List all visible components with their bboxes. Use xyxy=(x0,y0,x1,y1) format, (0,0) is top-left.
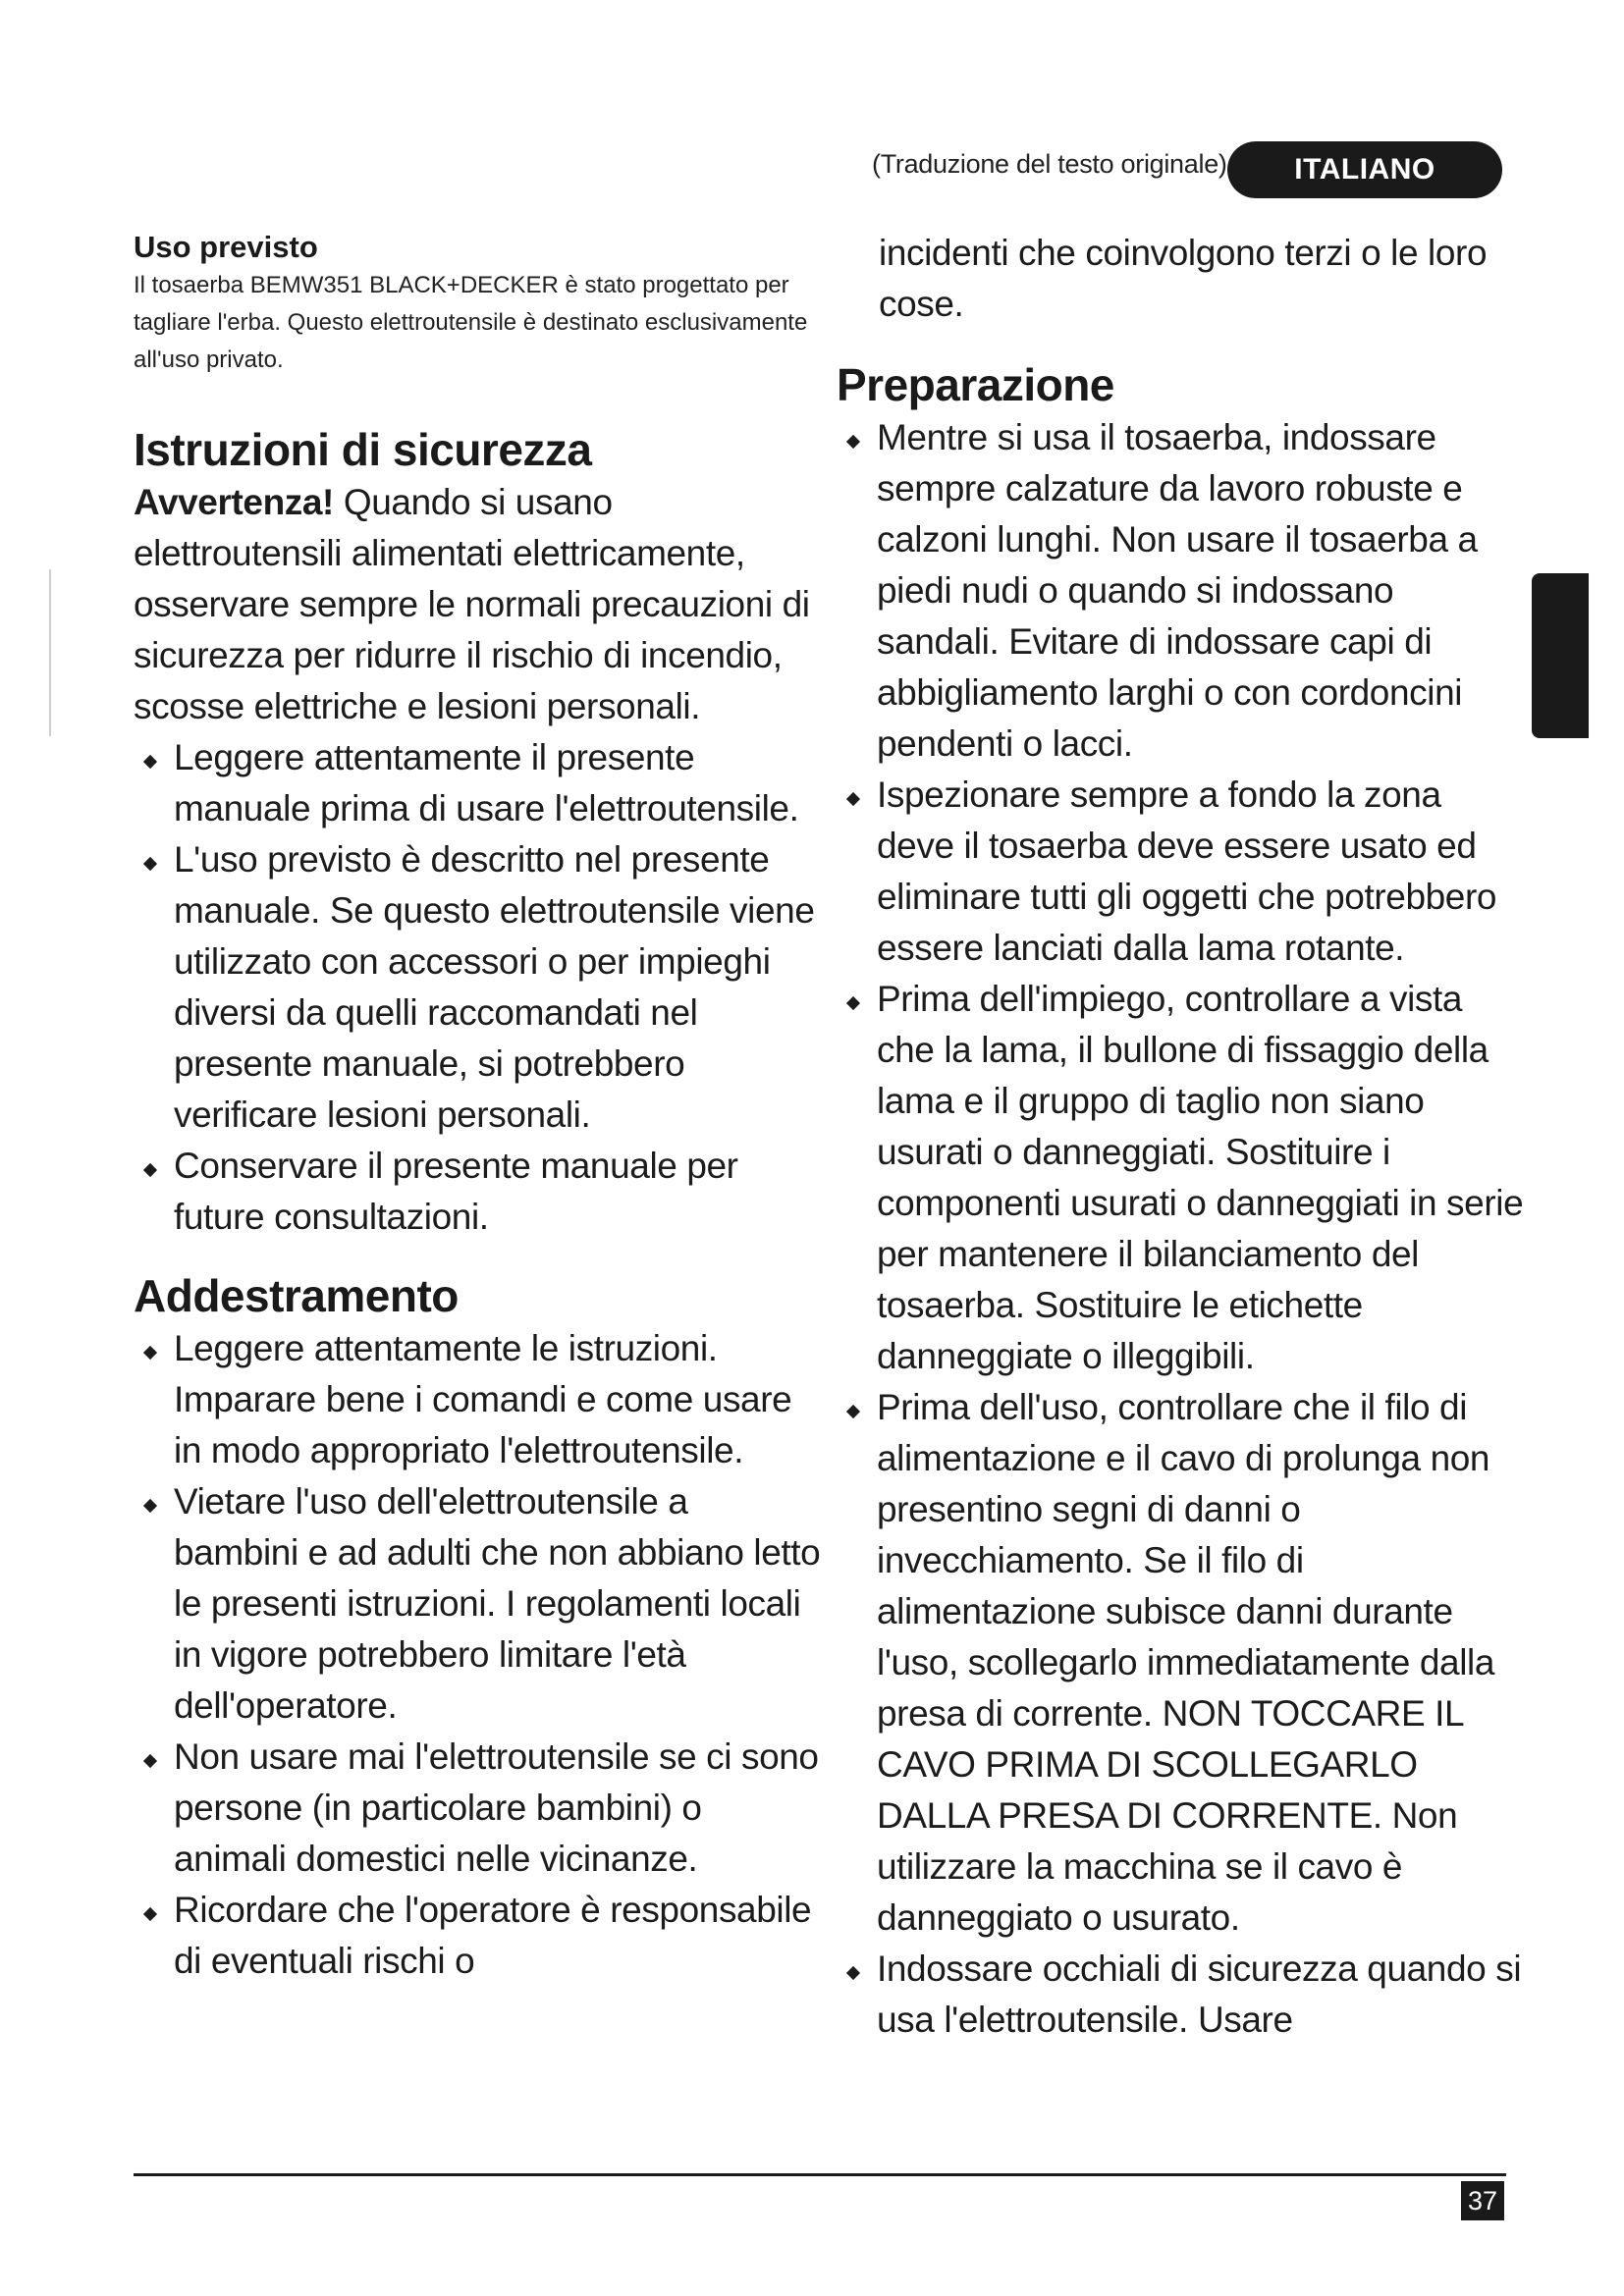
list-item: Prima dell'impiego, controllare a vista che la lama, il bullone di fissaggio della lama e il gruppo di taglio non siano usurati o danneggiati. Sostituire i componenti usurati o danneggiati in serie per mantenere il bilanciamento del tosaerba. Sostituire le etichette danneggiate o illeggibili. xyxy=(837,974,1524,1382)
warning-text: Quando si usano elettroutensili alimentati elettricamente, osservare sempre le normali precauzioni di sicurezza per ridurre il rischio di incendio, scosse elettriche e lesioni personali. xyxy=(134,482,810,726)
list-item: Conservare il presente manuale per future consultazioni. xyxy=(134,1141,821,1243)
diamond-bullet-icon xyxy=(143,1754,157,1768)
list-item: Ricordare che l'operatore è responsabile di eventuali rischi o xyxy=(134,1885,821,1987)
safety-warning xyxy=(134,477,821,732)
list-item: L'uso previsto è descritto nel presente manuale. Se questo elettroutensile viene utilizzato con accessori o per impieghi diversi da quelli raccomandati nel presente manuale, si potrebbero verificare lesioni personali. xyxy=(134,834,821,1141)
margin-mark xyxy=(49,569,51,736)
right-column xyxy=(837,228,1524,2046)
diamond-bullet-icon xyxy=(143,857,157,871)
diamond-bullet-icon xyxy=(143,1163,157,1177)
language-badge: ITALIANO xyxy=(1227,141,1502,198)
language-side-tab xyxy=(1532,573,1589,738)
diamond-bullet-icon xyxy=(846,996,860,1010)
training-heading: Addestramento xyxy=(134,1270,459,1321)
safety-list xyxy=(134,732,821,1243)
list-item: Vietare l'uso dell'elettroutensile a bambini e ad adulti che non abbiano letto le presenti istruzioni. I regolamenti locali in vigore potrebbero limitare l'età dell'operatore. xyxy=(134,1476,821,1732)
diamond-bullet-icon xyxy=(143,1499,157,1513)
diamond-bullet-icon xyxy=(846,1966,860,1980)
preparation-list xyxy=(837,412,1524,2046)
list-item: Leggere attentamente le istruzioni. Imparare bene i comandi e come usare in modo appropriato l'elettroutensile. xyxy=(134,1323,821,1476)
footer-divider xyxy=(134,2173,1506,2176)
intended-use-text: Il tosaerba BEMW351 BLACK+DECKER è stato progettato per tagliare l'erba. Questo elettroutensile è destinato esclusivamente all'uso privato. xyxy=(134,272,808,373)
diamond-bullet-icon xyxy=(846,792,860,806)
intended-use-title: Uso previsto xyxy=(134,230,318,264)
list-item: Mentre si usa il tosaerba, indossare sempre calzature da lavoro robuste e calzoni lunghi. Non usare il tosaerba a piedi nudi o quando si indossano sandali. Evitare di indossare capi di abbigliamento larghi o con cordoncini pendenti o lacci. xyxy=(837,412,1524,770)
preparation-heading: Preparazione xyxy=(837,359,1114,410)
safety-heading: Istruzioni di sicurezza xyxy=(134,424,592,475)
training-list xyxy=(134,1323,821,1987)
diamond-bullet-icon xyxy=(143,1346,157,1360)
continuation-text: incidenti che coinvolgono terzi o le loro cose. xyxy=(879,233,1488,324)
page-number: 37 xyxy=(1461,2181,1504,2220)
header-caption: (Traduzione del testo originale) xyxy=(872,149,1227,179)
left-column xyxy=(134,228,821,1987)
list-item: Indossare occhiali di sicurezza quando si usa l'elettroutensile. Usare xyxy=(837,1944,1524,2046)
diamond-bullet-icon xyxy=(846,1405,860,1418)
diamond-bullet-icon xyxy=(143,755,157,769)
diamond-bullet-icon xyxy=(846,435,860,449)
list-item: Ispezionare sempre a fondo la zona deve il tosaerba deve essere usato ed eliminare tutti gli oggetti che potrebbero essere lanciati dalla lama rotante. xyxy=(837,770,1524,974)
list-item: Prima dell'uso, controllare che il filo di alimentazione e il cavo di prolunga non presentino segni di danni o invecchiamento. Se il filo di alimentazione subisce danni durante l'uso, scollegarlo immediatamente dalla presa di corrente. NON TOCCARE IL CAVO PRIMA DI SCOLLEGARLO DALLA PRESA DI CORRENTE. Non utilizzare la macchina se il cavo è danneggiato o usurato. xyxy=(837,1382,1524,1944)
diamond-bullet-icon xyxy=(143,1907,157,1921)
warning-label: Avvertenza! xyxy=(134,482,334,522)
list-item: Non usare mai l'elettroutensile se ci sono persone (in particolare bambini) o animali domestici nelle vicinanze. xyxy=(134,1732,821,1885)
list-item: Leggere attentamente il presente manuale prima di usare l'elettroutensile. xyxy=(134,732,821,834)
